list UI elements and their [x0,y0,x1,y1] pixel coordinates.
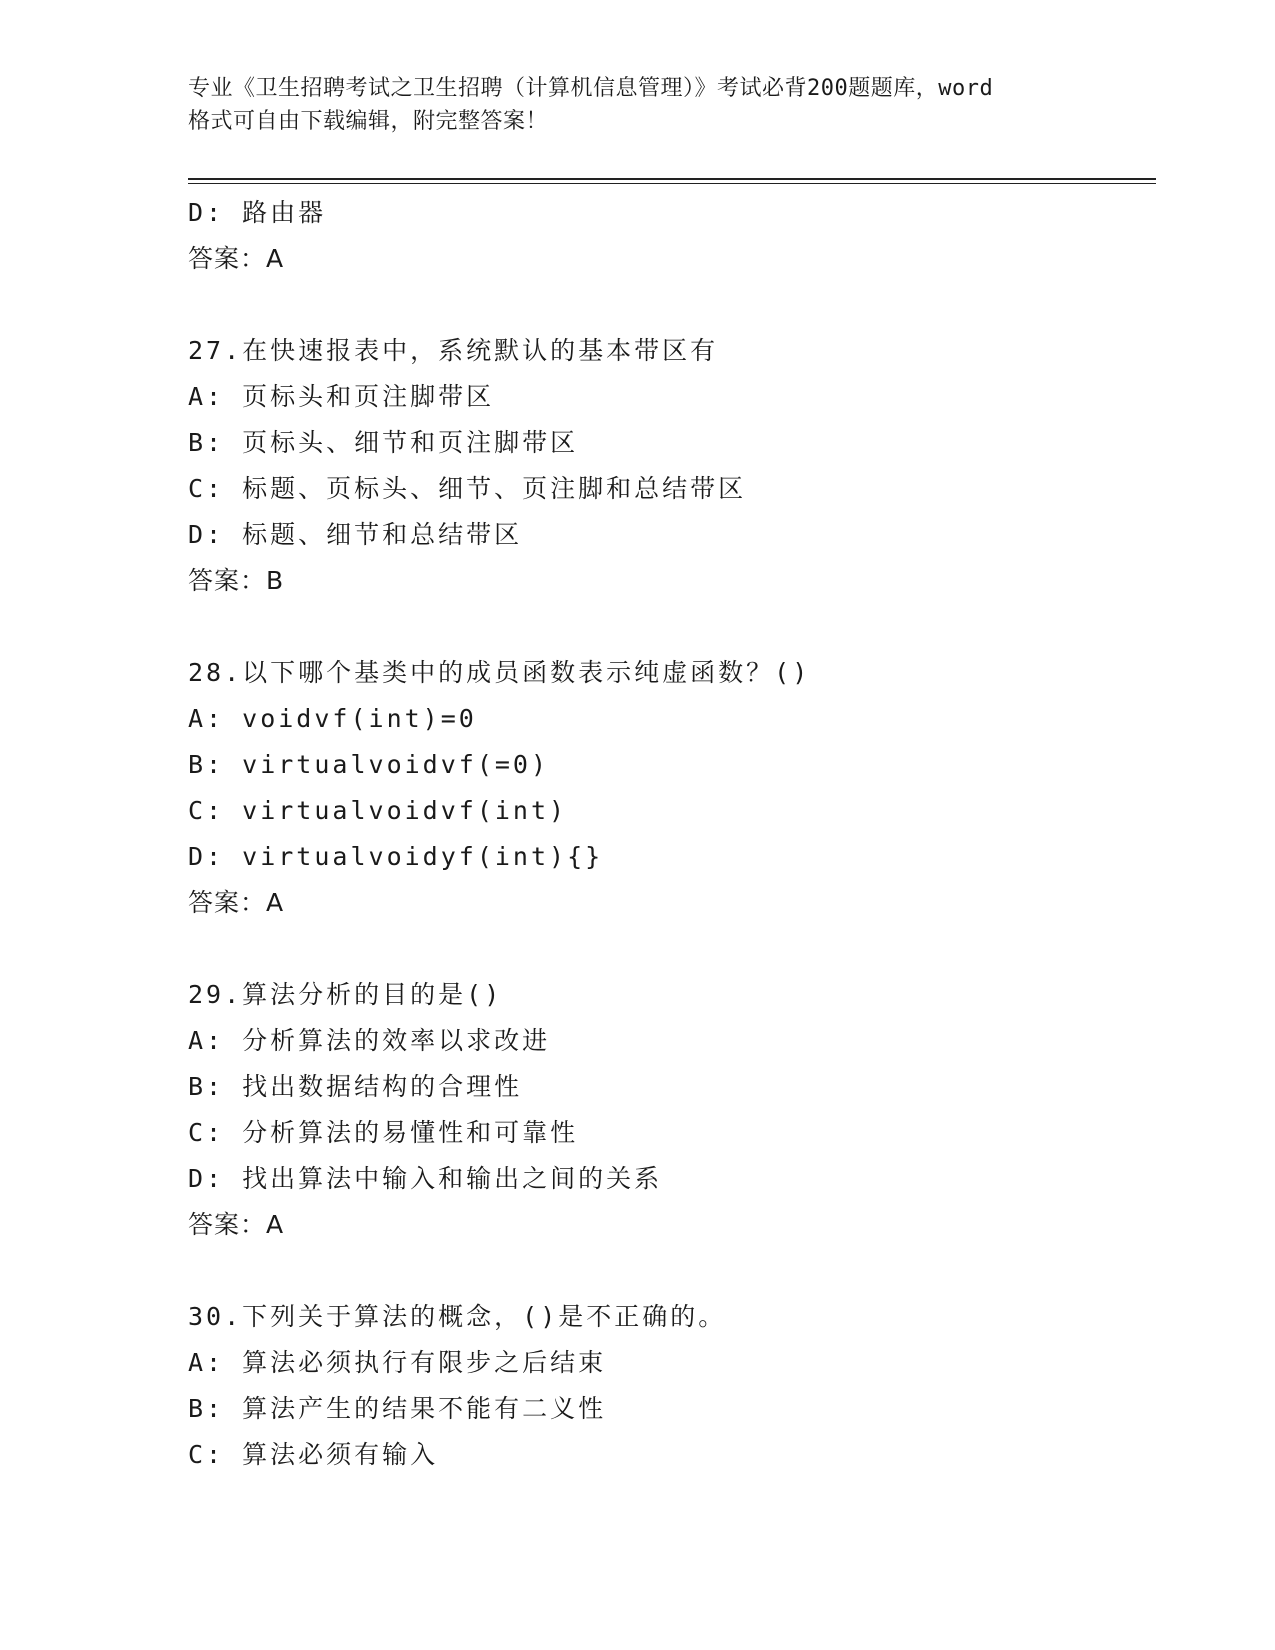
answer: 答案：B [188,566,285,595]
spacer [188,926,1148,972]
document-header [188,72,1088,138]
question-block-30 [188,1294,1148,1478]
header-title-line-2: 格式可自由下载编辑，附完整答案！ [188,109,549,134]
answer: 答案：A [188,1210,285,1239]
option-c: C: 标题、页标头、细节、页注脚和总结带区 [188,474,747,503]
spacer [188,1248,1148,1294]
option-b: B: virtualvoidvf(=0) [188,750,550,779]
option-d: D: 找出算法中输入和输出之间的关系 [188,1164,663,1193]
option-c: C: 算法必须有输入 [188,1440,439,1469]
question-block-27 [188,328,1148,604]
header-title-line-1: 专业《卫生招聘考试之卫生招聘（计算机信息管理）》考试必背200题题库，word [188,76,994,101]
option-b: B: 找出数据结构的合理性 [188,1072,523,1101]
option-d: D: 标题、细节和总结带区 [188,520,523,549]
option-a: A: 页标头和页注脚带区 [188,382,495,411]
option-c: C: 分析算法的易懂性和可靠性 [188,1118,579,1147]
question-list [188,190,1148,1478]
header-divider-thin [188,183,1156,184]
question-block-28 [188,650,1148,926]
spacer [188,604,1148,650]
option-b: B: 算法产生的结果不能有二义性 [188,1394,607,1423]
prev-option-d: D: 路由器 [188,198,327,227]
spacer [188,282,1148,328]
question-text: 27.在快速报表中，系统默认的基本带区有 [188,336,719,365]
answer: 答案：A [188,888,285,917]
question-text: 28.以下哪个基类中的成员函数表示纯虚函数？() [188,658,811,687]
option-a: A: 分析算法的效率以求改进 [188,1026,551,1055]
question-block-29 [188,972,1148,1248]
option-b: B: 页标头、细节和页注脚带区 [188,428,579,457]
question-text: 30.下列关于算法的概念，()是不正确的。 [188,1302,727,1331]
option-c: C: virtualvoidvf(int) [188,796,568,825]
header-divider-thick [188,178,1156,180]
option-a: A: voidvf(int)=0 [188,704,477,733]
prev-answer: 答案：A [188,244,285,273]
question-text: 29.算法分析的目的是() [188,980,503,1009]
option-d: D: virtualvoidyf(int){} [188,842,604,871]
option-a: A: 算法必须执行有限步之后结束 [188,1348,607,1377]
